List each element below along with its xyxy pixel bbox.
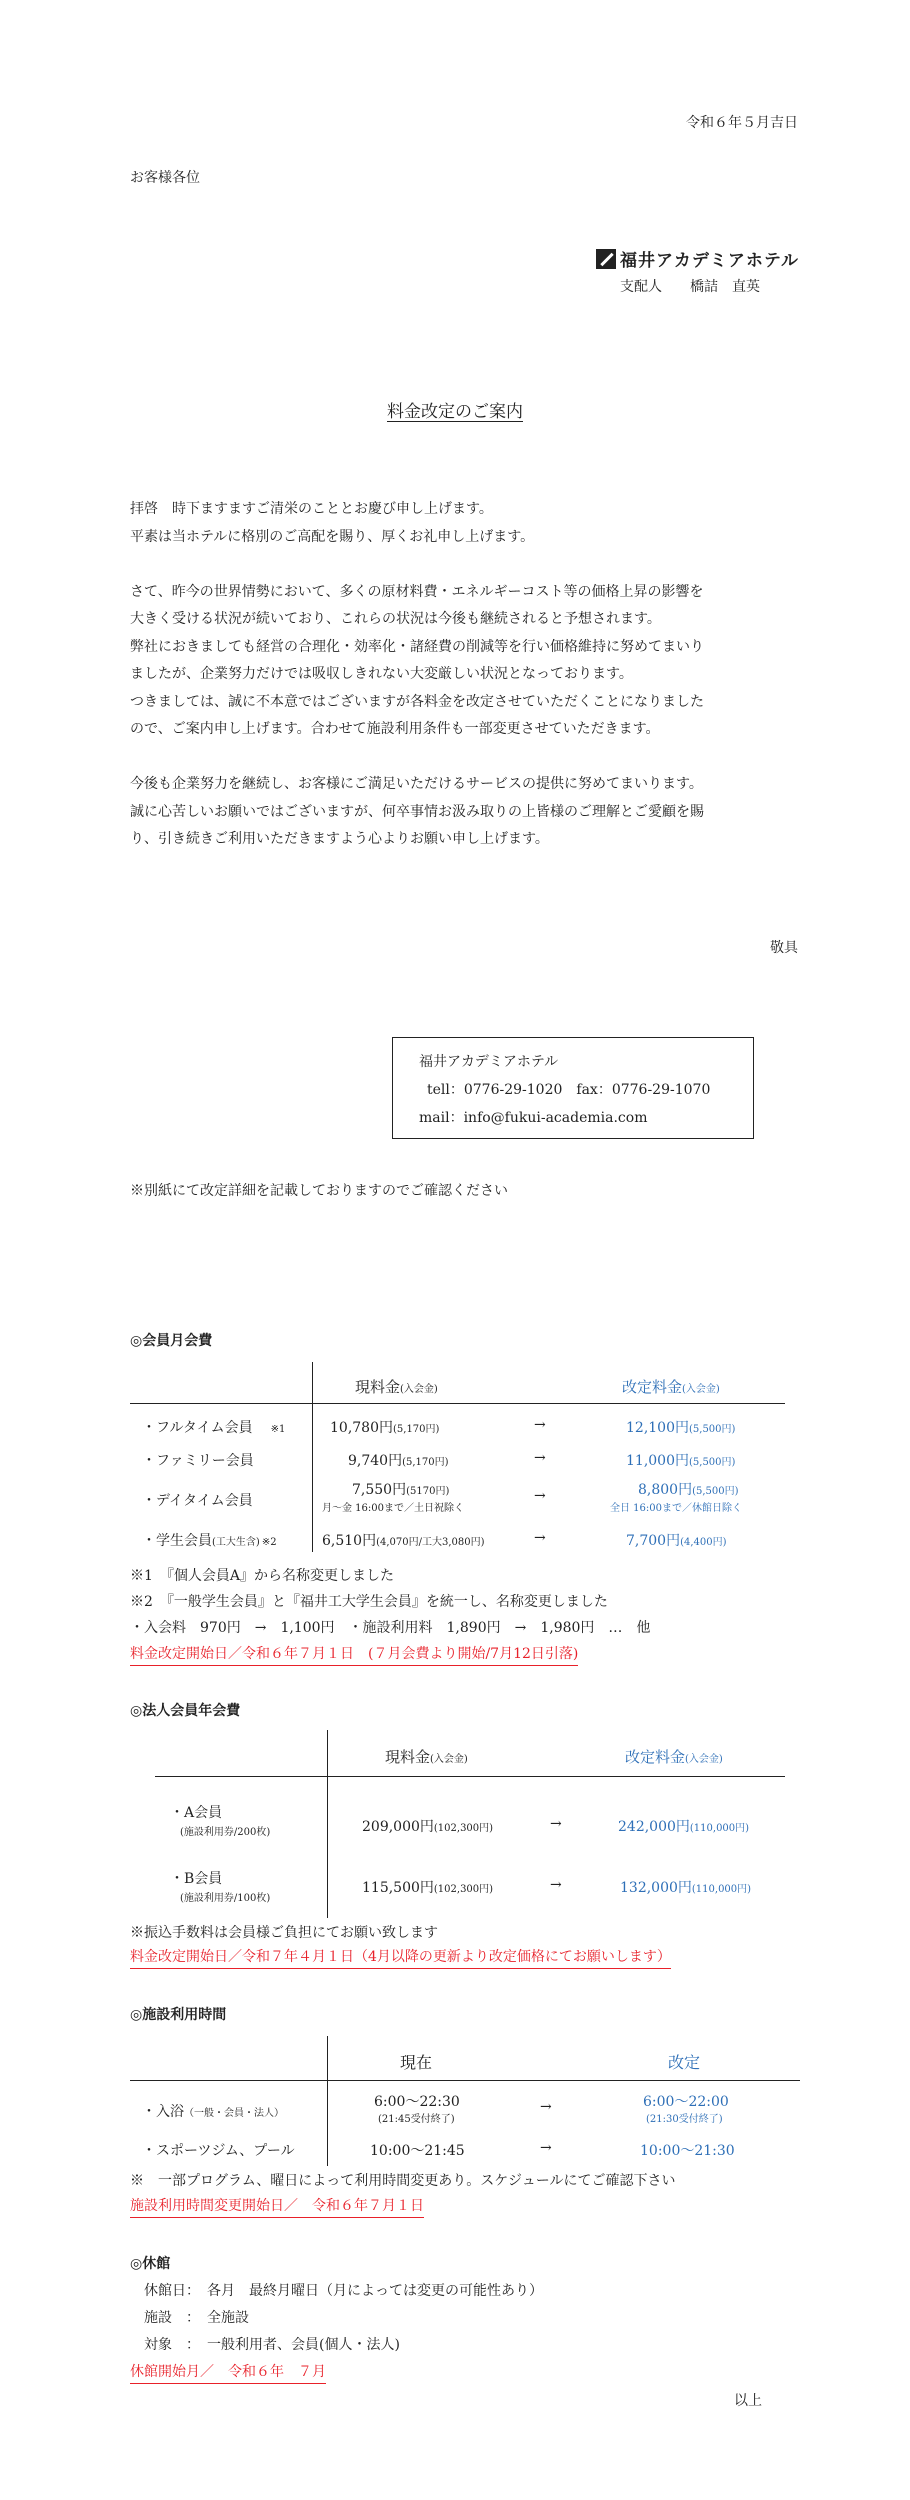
document-title: 料金改定のご案内 xyxy=(387,402,523,422)
contact-mail[interactable]: mail：info@fukui-academia.com xyxy=(419,1110,648,1126)
monthly-row-current: 9,740円(5,170円) xyxy=(348,1453,449,1469)
hours-row-label: ・入浴（一般・会員・法人） xyxy=(142,2104,284,2120)
closing-keigu: 敬具 xyxy=(770,940,798,956)
addressee: お客様各位 xyxy=(130,170,200,186)
monthly-row-new: 12,100円(5,500円) xyxy=(626,1420,736,1436)
monthly-note: ※2 『一般学生会員』と『福井工大学生会員』を統一し、名称変更しました xyxy=(130,1594,608,1610)
manager-signature: 支配人 橋詰 直英 xyxy=(620,279,760,295)
hours-row-current: 6:00～22:30 xyxy=(374,2094,460,2110)
body-line: り、引き続きご利用いただきますよう心よりお願い申し上げます。 xyxy=(130,831,549,847)
closure-section-title: ◎休館 xyxy=(130,2256,171,2272)
monthly-row-new-note: 全日 16:00まで／休館日除く xyxy=(610,1503,742,1514)
corporate-row-current: 115,500円(102,300円) xyxy=(362,1880,494,1896)
hours-row-current-sub: (21:45受付終了) xyxy=(378,2114,455,2125)
monthly-row-new: 7,700円(4,400円) xyxy=(626,1533,727,1549)
corporate-row-new: 242,000円(110,000円) xyxy=(618,1819,750,1835)
hotel-logo xyxy=(596,246,799,271)
body-line: 誠に心苦しいお願いではございますが、何卒事情お汲み取りの上皆様のご理解とご愛顧を賜 xyxy=(130,803,704,820)
monthly-note: ※1 『個人会員A』から名称変更しました xyxy=(130,1568,395,1584)
hours-row-label: ・スポーツジム、プール xyxy=(142,2143,295,2159)
arrow: → xyxy=(534,1530,546,1546)
hours-row-current: 10:00～21:45 xyxy=(370,2143,465,2159)
monthly-row-label: ・学生会員(工大生含) ※2 xyxy=(142,1533,277,1549)
arrow: → xyxy=(534,1417,546,1433)
body-line: さて、昨今の世界情勢において、多くの原材料費・エネルギーコスト等の価格上昇の影響を xyxy=(130,583,704,600)
hotel-logo-icon xyxy=(596,249,616,269)
hours-start-date: 施設利用時間変更開始日／ 令和６年７月１日 xyxy=(130,2195,424,2218)
monthly-start-date: 料金改定開始日／令和６年７月１日 (７月会費より開始/7月12日引落) xyxy=(130,1643,578,1666)
corporate-row-current: 209,000円(102,300円) xyxy=(362,1819,494,1835)
arrow: → xyxy=(550,1877,562,1893)
contact-box xyxy=(392,1037,754,1139)
monthly-row-label: ・フルタイム会員 ※1 xyxy=(142,1420,286,1436)
body-line: 弊社におきましても経営の合理化・効率化・諸経費の削減等を行い価格維持に努めてまいり xyxy=(130,638,704,655)
corporate-note: ※振込手数料は会員様ご負担にてお願い致します xyxy=(130,1925,438,1941)
table-divider xyxy=(312,1362,313,1552)
table-divider xyxy=(155,1776,785,1777)
monthly-row-current: 6,510円(4,070円/工大3,080円) xyxy=(322,1533,485,1549)
monthly-header-current: 現料金(入会金) xyxy=(355,1378,438,1396)
hours-row-new: 10:00～21:30 xyxy=(640,2143,735,2159)
table-divider xyxy=(130,1403,785,1404)
table-divider xyxy=(327,1730,328,1918)
contact-name: 福井アカデミアホテル xyxy=(419,1054,559,1070)
body-line: 大きく受ける状況が続いており、これらの状況は今後も継続されると予想されます。 xyxy=(130,611,661,627)
monthly-row-label: ・デイタイム会員 xyxy=(142,1493,253,1509)
attachment-note: ※別紙にて改定詳細を記載しておりますのでご確認ください xyxy=(130,1183,508,1199)
body-line: つきましては、誠に不本意ではございますが各料金を改定させていただくことになりました xyxy=(130,693,704,710)
body-line: ので、ご案内申し上げます。合わせて施設利用条件も一部変更させていただきます。 xyxy=(130,721,660,737)
corporate-row-label: ・B会員 xyxy=(170,1871,223,1887)
monthly-row-current: 7,550円(5170円) xyxy=(352,1482,450,1498)
arrow: → xyxy=(540,2099,552,2115)
monthly-row-new: 11,000円(5,500円) xyxy=(626,1453,736,1469)
hours-row-new: 6:00～22:00 xyxy=(643,2094,729,2110)
monthly-header-new: 改定料金(入会金) xyxy=(622,1378,720,1396)
corporate-header-current: 現料金(入会金) xyxy=(385,1748,468,1766)
table-divider xyxy=(130,2080,800,2081)
monthly-row-new: 8,800円(5,500円) xyxy=(638,1482,739,1498)
monthly-section-title: ◎会員月会費 xyxy=(130,1333,213,1349)
corporate-section-title: ◎法人会員年会費 xyxy=(130,1703,241,1719)
corporate-row-label-sub: (施設利用券/200枚) xyxy=(180,1827,271,1838)
body-line: 今後も企業努力を継続し、お客様にご満足いただけるサービスの提供に努めてまいります。 xyxy=(130,776,703,792)
letter-body xyxy=(130,496,810,854)
corporate-row-label-sub: (施設利用券/100枚) xyxy=(180,1893,271,1904)
monthly-fees-line: ・入会料 970円 → 1,100円 ・施設利用料 1,890円 → 1,980円 … 他 xyxy=(130,1620,651,1636)
body-line: ましたが、企業努力だけでは吸収しきれない大変厳しい状況となっております。 xyxy=(130,666,633,682)
issue-date: 令和６年５月吉日 xyxy=(686,115,798,131)
closure-start-month: 休館開始月／ 令和６年 ７月 xyxy=(130,2361,326,2384)
arrow: → xyxy=(534,1488,546,1504)
closure-line: 休館日： 各月 最終月曜日（月によっては変更の可能性あり） xyxy=(144,2283,543,2299)
hours-row-new-sub: (21:30受付終了) xyxy=(646,2114,723,2125)
hours-header-new: 改定 xyxy=(668,2053,701,2072)
hours-note: ※ 一部プログラム、曜日によって利用時間変更あり。スケジュールにてご確認下さい xyxy=(130,2173,676,2189)
arrow: → xyxy=(534,1450,546,1466)
contact-tel-fax: tell：0776-29-1020 fax：0776-29-1070 xyxy=(427,1082,711,1098)
arrow: → xyxy=(540,2140,552,2156)
body-line: 平素は当ホテルに格別のご高配を賜り、厚くお礼申し上げます。 xyxy=(130,528,535,545)
corporate-header-new: 改定料金(入会金) xyxy=(625,1748,723,1766)
closure-line: 施設 ： 全施設 xyxy=(144,2310,249,2326)
body-line: 拝啓 時下ますますご清栄のこととお慶び申し上げます。 xyxy=(130,501,493,517)
monthly-row-label: ・ファミリー会員 xyxy=(142,1453,254,1469)
monthly-row-current: 10,780円(5,170円) xyxy=(330,1420,440,1436)
corporate-start-date: 料金改定開始日／令和７年４月１日（4月以降の更新より改定価格にてお願いします） xyxy=(130,1946,671,1969)
corporate-row-new: 132,000円(110,000円) xyxy=(620,1880,752,1896)
corporate-row-label: ・A会員 xyxy=(170,1805,223,1821)
hours-header-current: 現在 xyxy=(400,2053,433,2072)
arrow: → xyxy=(550,1816,562,1832)
monthly-row-current-note: 月～金 16:00まで／土日祝除く xyxy=(322,1503,464,1514)
hours-section-title: ◎施設利用時間 xyxy=(130,2007,227,2023)
closing-ijou: 以上 xyxy=(734,2393,762,2409)
hotel-logo-text: 福井アカデミアホテル xyxy=(620,251,799,271)
table-divider xyxy=(327,2036,328,2166)
closure-line: 対象 ： 一般利用者、会員(個人・法人) xyxy=(144,2337,400,2353)
